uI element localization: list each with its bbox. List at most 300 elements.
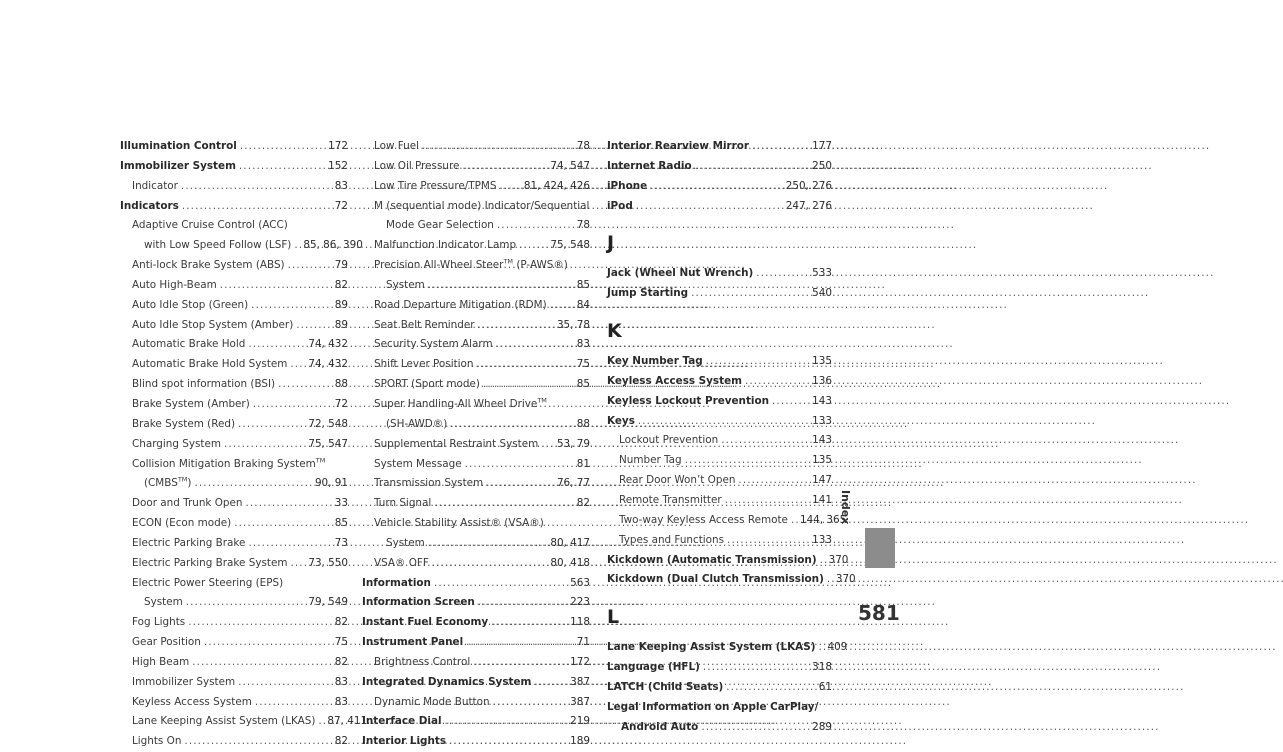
dot-leader: [445, 712, 568, 732]
section-letter-j: J: [607, 232, 615, 255]
page-reference: 533: [812, 267, 832, 280]
index-entry: [120, 673, 348, 693]
index-term: Instant Fuel Economy: [362, 616, 489, 629]
index-entry: [607, 658, 832, 678]
page-reference: 88: [334, 378, 348, 391]
index-entry: [362, 216, 590, 236]
index-entry: [607, 412, 832, 432]
dot-leader: [745, 372, 809, 392]
index-entry: [362, 395, 590, 415]
index-term: Lane Keeping Assist System (LKAS): [607, 641, 816, 654]
index-entry: [362, 514, 590, 534]
dot-leader: [278, 375, 332, 395]
dot-leader: [727, 531, 809, 551]
index-entry: [607, 157, 832, 177]
index-term: Key Number Tag: [607, 355, 703, 368]
index-entry: [607, 678, 832, 698]
dot-leader: [462, 157, 547, 177]
page-reference: 289: [812, 720, 832, 733]
index-entry: [362, 177, 590, 197]
page-reference: 133: [812, 533, 832, 546]
page-reference: 118: [570, 616, 590, 629]
index-term: Indicator: [132, 179, 178, 192]
page-reference: 81: [576, 457, 590, 470]
index-term: iPhone: [607, 179, 648, 192]
dot-leader: [188, 613, 332, 633]
dot-leader: [291, 554, 306, 574]
dot-leader: [496, 335, 574, 355]
index-entry: [607, 471, 832, 491]
dot-leader: [703, 658, 809, 678]
dot-leader: [534, 673, 567, 693]
index-term: System Message: [374, 457, 462, 470]
dot-leader: [721, 431, 809, 451]
index-entry: [120, 276, 348, 296]
dot-leader: [253, 395, 332, 415]
dot-leader: [234, 514, 332, 534]
index-term: Kickdown (Automatic Transmission): [607, 553, 817, 566]
dot-leader: [478, 316, 554, 336]
index-entry: [362, 474, 590, 494]
index-entry: [120, 335, 348, 355]
index-term: Jack (Wheel Nut Wrench): [607, 267, 754, 280]
dot-leader: [486, 474, 554, 494]
dot-leader: [434, 574, 567, 594]
section-letter-l: L: [607, 606, 620, 629]
index-term: Instrument Panel: [362, 636, 464, 649]
page-reference: 72: [334, 397, 348, 410]
index-entry: [607, 264, 832, 284]
index-term: Kickdown (Dual Clutch Transmission): [607, 573, 824, 586]
index-entry: [120, 494, 348, 514]
index-term: Number Tag: [619, 454, 682, 467]
index-term: Android Auto: [621, 720, 699, 733]
page-reference: 80, 417: [550, 536, 590, 549]
page-reference: 136: [812, 374, 832, 387]
page-reference: 141: [812, 493, 832, 506]
dot-leader: [182, 197, 332, 217]
page-reference: 87, 411: [327, 715, 368, 728]
page-reference: 85: [576, 278, 590, 291]
index-entry: [607, 284, 832, 304]
index-group-i-continued: [607, 137, 832, 216]
index-entry: [607, 197, 832, 217]
index-term: Keyless Access System: [132, 695, 252, 708]
index-entry: [362, 633, 590, 653]
page-reference: 80, 418: [550, 556, 590, 569]
index-term: System: [386, 536, 425, 549]
index-term: Information: [362, 576, 431, 589]
index-entry: [362, 613, 590, 633]
index-term: Rear Door Won’t Open: [619, 474, 736, 487]
page-reference: 85: [334, 517, 348, 530]
index-entry: [362, 593, 590, 613]
index-term: Keyless Lockout Prevention: [607, 394, 770, 407]
page-reference: 82: [576, 497, 590, 510]
index-entry: [120, 157, 348, 177]
index-entry: [120, 613, 348, 633]
dot-leader: [434, 494, 574, 514]
index-entry: [362, 137, 590, 157]
index-term: M (sequential mode) Indicator/Sequential: [374, 199, 590, 212]
index-term: (SH-AWD®): [386, 417, 448, 430]
page-reference: 73: [334, 536, 348, 549]
index-entry: [120, 216, 348, 236]
index-entry: [607, 491, 832, 511]
page-reference: 90, 91: [314, 477, 348, 490]
index-term: Integrated Dynamics System: [362, 675, 532, 688]
index-term: Security System Alarm: [374, 338, 493, 351]
dot-leader: [318, 712, 324, 732]
index-entry: [362, 335, 590, 355]
page-reference: 79, 549: [308, 596, 348, 609]
page-reference: 144, 365: [799, 513, 847, 526]
dot-leader: [752, 137, 809, 157]
index-term: VSA® OFF: [374, 556, 429, 569]
page-reference: 152: [328, 159, 348, 172]
dot-leader: [685, 451, 810, 471]
index-entry: [362, 732, 590, 752]
index-entry: [362, 693, 590, 713]
dot-leader: [818, 638, 824, 658]
index-entry: [362, 673, 590, 693]
index-term: Automatic Brake Hold System: [132, 358, 288, 371]
index-term: Interface Dial: [362, 715, 442, 728]
dot-leader: [181, 177, 332, 197]
dot-leader: [428, 534, 548, 554]
index-term: Vehicle Stability Assist® (VSA®): [374, 517, 544, 530]
dot-leader: [738, 471, 809, 491]
index-entry: [120, 316, 348, 336]
index-entry: [362, 296, 590, 316]
index-term: Adaptive Cruise Control (ACC): [132, 219, 288, 232]
index-term: Interior Lights: [362, 735, 447, 748]
index-term: Internet Radio: [607, 159, 692, 172]
index-entry: [120, 435, 348, 455]
dot-leader: [725, 491, 809, 511]
index-entry: [120, 415, 348, 435]
page-reference: 53, 79: [556, 437, 590, 450]
page-reference: 82: [334, 655, 348, 668]
index-term: Legal Information on Apple CarPlay/: [607, 700, 819, 713]
dot-leader: [450, 415, 574, 435]
index-term: Seat Belt Reminder: [374, 318, 475, 331]
page-number: 581: [858, 601, 900, 625]
index-entry: [362, 494, 590, 514]
index-entry: [120, 574, 348, 594]
index-entry: [607, 177, 832, 197]
page-reference: 143: [812, 394, 832, 407]
page-reference: 89: [334, 318, 348, 331]
index-term: Types and Functions: [619, 533, 725, 546]
index-entry: [362, 435, 590, 455]
index-term: Malfunction Indicator Lamp: [374, 239, 517, 252]
index-entry: [120, 177, 348, 197]
index-entry: [607, 392, 832, 412]
page-reference: 72: [334, 199, 348, 212]
index-entry: [362, 455, 590, 475]
page-reference: 78: [576, 219, 590, 232]
page-reference: 387: [570, 695, 590, 708]
page-reference: 370: [828, 553, 849, 566]
dot-leader: [255, 693, 332, 713]
index-term: Brake System (Red): [132, 417, 236, 430]
page-reference: 75: [334, 636, 348, 649]
index-term: Fog Lights: [132, 616, 186, 629]
dot-leader: [491, 613, 567, 633]
page-reference: 563: [570, 576, 590, 589]
dot-leader: [240, 137, 325, 157]
index-entry: [362, 316, 590, 336]
page-reference: 82: [334, 616, 348, 629]
dot-leader: [184, 732, 331, 752]
page-reference: 318: [812, 661, 832, 674]
index-term: Dynamic Mode Button: [374, 695, 490, 708]
index-entry: [607, 137, 832, 157]
page-reference: 135: [812, 355, 832, 368]
index-entry: [607, 511, 847, 531]
dot-leader: [245, 494, 331, 514]
page-reference: 133: [812, 414, 832, 427]
page-reference: 83: [334, 179, 348, 192]
dot-leader: [290, 355, 305, 375]
dot-leader: [772, 392, 809, 412]
index-term: Automatic Brake Hold: [132, 338, 246, 351]
page-reference: 85, 86, 390: [303, 239, 363, 252]
page-reference: 370: [835, 573, 856, 586]
index-entry: [120, 296, 348, 316]
index-entry: [607, 551, 849, 571]
index-entry: [120, 455, 348, 475]
page-reference: 223: [570, 596, 590, 609]
index-entry: [362, 355, 590, 375]
index-term: Lights On: [132, 735, 182, 748]
dot-leader: [636, 197, 783, 217]
dot-leader: [519, 236, 547, 256]
index-entry: [607, 372, 832, 392]
index-term: Transmission System: [374, 477, 484, 490]
index-term: ECON (Econ mode): [132, 517, 232, 530]
dot-leader: [449, 732, 567, 752]
index-term: High Beam: [132, 655, 190, 668]
page-reference: 75, 547: [308, 437, 348, 450]
index-entry: [120, 653, 348, 673]
page-reference: 387: [570, 675, 590, 688]
page-reference: 82: [334, 735, 348, 748]
page-reference: 189: [570, 735, 590, 748]
index-term: Indicators: [120, 199, 179, 212]
dot-leader: [499, 177, 520, 197]
index-entry: [120, 355, 348, 375]
dot-leader: [820, 551, 826, 571]
dot-leader: [493, 693, 568, 713]
index-entry: [120, 236, 363, 256]
page-reference: 61: [818, 680, 832, 693]
dot-leader: [756, 264, 809, 284]
index-term: Mode Gear Selection: [386, 219, 494, 232]
dot-leader: [288, 256, 332, 276]
index-term: Brake System (Amber): [132, 397, 250, 410]
index-term: Electric Parking Brake: [132, 536, 246, 549]
dot-leader: [695, 157, 810, 177]
index-term: Language (HFL): [607, 661, 700, 674]
page-reference: 83: [334, 695, 348, 708]
index-term: Blind spot information (BSI): [132, 378, 276, 391]
dot-leader: [706, 352, 810, 372]
page-reference: 172: [328, 140, 348, 152]
index-term: Shift Lever Position: [374, 358, 474, 371]
index-term: Charging System: [132, 437, 222, 450]
dot-leader: [238, 415, 305, 435]
dot-leader: [726, 678, 815, 698]
page-reference: 177: [812, 140, 832, 152]
page-reference: 71: [576, 636, 590, 649]
page-reference: 81, 424, 426: [523, 179, 590, 192]
index-entry: [607, 352, 832, 372]
dot-leader: [497, 216, 574, 236]
page-reference: 247, 276: [785, 199, 832, 212]
index-entry: [607, 638, 848, 658]
index-term: System: [144, 596, 183, 609]
page-reference: 74, 432: [308, 338, 348, 351]
index-term: Electric Parking Brake System: [132, 556, 288, 569]
index-entry: [120, 633, 348, 653]
index-entry: [362, 197, 590, 217]
page-reference: 89: [334, 298, 348, 311]
dot-leader: [428, 276, 574, 296]
index-entry: [120, 732, 348, 752]
page-reference: 409: [827, 641, 848, 654]
dot-leader: [827, 570, 833, 590]
side-tab-label: Index: [839, 490, 852, 525]
dot-leader: [791, 511, 797, 531]
index-term: Auto Idle Stop System (Amber): [132, 318, 294, 331]
index-term: Lockout Prevention: [619, 434, 719, 447]
page-reference: 83: [576, 338, 590, 351]
index-entry: [607, 718, 832, 738]
index-term: Road Departure Mitigation (RDM): [374, 298, 547, 311]
index-term: Brightness Control: [374, 655, 471, 668]
dot-leader: [248, 534, 331, 554]
page-reference: 33: [334, 497, 348, 510]
index-entry: [120, 712, 368, 732]
index-column-1: [120, 137, 368, 752]
index-term: System: [386, 278, 425, 291]
side-tab-marker: [865, 528, 895, 568]
page-reference: 540: [812, 287, 832, 300]
dot-leader: [691, 284, 809, 304]
index-entry: [362, 375, 590, 395]
index-term: Collision Mitigation Braking System™: [132, 456, 326, 470]
index-entry: [362, 236, 590, 256]
page-reference: 147: [812, 474, 832, 487]
index-entry: [120, 693, 348, 713]
dot-leader: [251, 296, 332, 316]
index-entry: [120, 137, 348, 157]
index-term: Two-way Keyless Access Remote: [619, 513, 788, 526]
index-term: Lane Keeping Assist System (LKAS): [132, 715, 316, 728]
index-entry: [362, 534, 590, 554]
dot-leader: [465, 455, 574, 475]
index-entry: [120, 375, 348, 395]
index-entry: [120, 395, 348, 415]
section-letter-k: K: [607, 320, 622, 343]
index-term: Gear Position: [132, 636, 201, 649]
page-reference: 250, 276: [785, 179, 832, 192]
index-entry: [362, 554, 590, 574]
dot-leader: [638, 412, 809, 432]
page-reference: 172: [570, 655, 590, 668]
page-reference: 75, 548: [550, 239, 590, 252]
index-entry: [120, 256, 348, 276]
index-entry: [607, 431, 832, 451]
dot-leader: [192, 653, 332, 673]
index-term: Auto Idle Stop (Green): [132, 298, 249, 311]
dot-leader: [473, 653, 567, 673]
index-term: Illumination Control: [120, 140, 237, 152]
dot-leader: [483, 375, 574, 395]
dot-leader: [550, 296, 574, 316]
page-reference: 143: [812, 434, 832, 447]
index-term: Keys: [607, 414, 635, 427]
page-reference: 75: [576, 358, 590, 371]
index-term: Super Handling-All Wheel Drive™: [374, 396, 547, 410]
page-reference: 83: [334, 675, 348, 688]
index-term: Keyless Access System: [607, 374, 742, 387]
dot-leader: [248, 335, 305, 355]
index-term: Immobilizer System: [132, 675, 236, 688]
dot-leader: [186, 593, 306, 613]
page-reference: 219: [570, 715, 590, 728]
index-entry: [362, 653, 590, 673]
index-term: (CMBS™): [144, 475, 192, 490]
page-reference: 72, 548: [308, 417, 348, 430]
index-term: Auto High-Beam: [132, 278, 217, 291]
index-entry: [607, 570, 856, 590]
page-reference: 82: [334, 278, 348, 291]
index-entry: [607, 698, 832, 718]
dot-leader: [701, 718, 809, 738]
page-reference: 78: [576, 140, 590, 152]
dot-leader: [477, 355, 574, 375]
index-entry: [120, 514, 348, 534]
index-entry: [362, 256, 590, 276]
index-entry: [362, 574, 590, 594]
index-entry: [120, 554, 348, 574]
dot-leader: [220, 276, 332, 296]
index-entry: [120, 534, 348, 554]
dot-leader: [294, 236, 300, 256]
index-term: LATCH (Child Seats): [607, 680, 724, 693]
dot-leader: [238, 673, 332, 693]
index-entry: [120, 474, 348, 494]
index-term: Door and Trunk Open: [132, 497, 243, 510]
dot-leader: [194, 474, 311, 494]
index-term: Low Tire Pressure/TPMS: [374, 179, 497, 192]
index-term: Anti-lock Brake System (ABS): [132, 259, 285, 272]
index-term: Turn Signal: [374, 497, 432, 510]
page-reference: 76, 77: [556, 477, 590, 490]
index-group-j: [607, 264, 832, 304]
index-term: Information Screen: [362, 596, 475, 609]
dot-leader: [224, 435, 305, 455]
index-term: Interior Rearview Mirror: [607, 140, 750, 152]
index-term: Immobilizer System: [120, 159, 236, 172]
page-reference: 84: [576, 298, 590, 311]
page-reference: 88: [576, 417, 590, 430]
index-term: Supplemental Restraint System: [374, 437, 539, 450]
index-entry: [362, 415, 590, 435]
